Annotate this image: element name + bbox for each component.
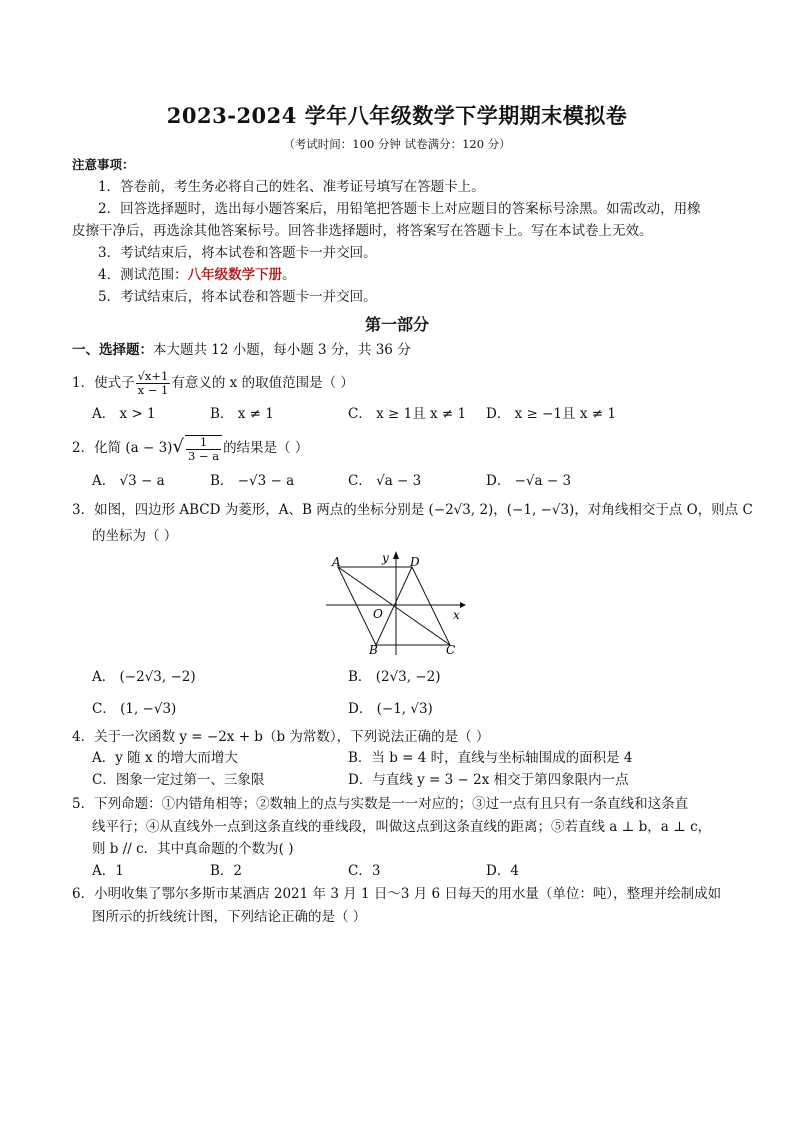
test-scope: 八年级数学下册 (187, 267, 283, 283)
question-1 (72, 368, 354, 398)
section-label: 一、选择题： (72, 342, 153, 358)
exam-subtitle: （考试时间：100 分钟 试卷满分：120 分） (283, 137, 511, 151)
q2-option-a: A． √3 − a (92, 473, 165, 489)
question-3-line-2: 的坐标为（ ） (92, 528, 178, 544)
q4-option-d: D．与直线 y = 3 − 2x 相交于第四象限内一点 (348, 772, 629, 788)
x-axis-arrow (460, 602, 466, 608)
q4-option-a: A．y 随 x 的增大而增大 (92, 750, 238, 766)
label-y: y (382, 551, 389, 565)
q5-option-d: D．4 (486, 863, 519, 879)
label-a: A (332, 555, 341, 569)
question-6-line-1: 6．小明收集了鄂尔多斯市某酒店 2021 年 3 月 1 日～3 月 6 日每天的用水量（单位：吨），整理并绘制成如 (72, 886, 722, 902)
question-5-line-3: 则 b // c．其中真命题的个数为( ) (92, 841, 294, 857)
q1-denominator: x − 1 (137, 383, 169, 397)
label-b: B (369, 643, 378, 655)
q2-prefix: 2．化简 (a − 3) (72, 440, 173, 456)
notice-item-3: 3．考试结束后，将本试卷和答题卡一并交回。 (98, 245, 377, 261)
q2-fraction (185, 435, 222, 463)
notice-item-5: 5．考试结束后，将本试卷和答题卡一并交回。 (98, 289, 377, 305)
question-4: 4．关于一次函数 y = −2x + b（b 为常数），下列说法正确的是（ ） (72, 729, 490, 745)
rhombus-figure (326, 551, 466, 655)
notice-heading: 注意事项： (72, 157, 135, 172)
notice-item-4-suffix: 。 (282, 267, 296, 283)
q4-option-c: C．图象一定过第一、三象限 (92, 772, 265, 788)
notice-item-4-prefix: 4．测试范围： (98, 267, 188, 283)
q1-fraction (136, 370, 171, 397)
notice-item-2a: 2．回答选择题时，选出每小题答案后，用铅笔把答题卡上对应题目的答案标号涂黑。如需改动，用橡 (98, 201, 701, 217)
q1-numerator: √x+1 (137, 369, 169, 383)
question-5-line-2: 线平行；④从直线外一点到这条直线的垂线段，叫做这点到这条直线的距离；⑤若直线 a ⊥ b，a ⊥ c， (92, 819, 712, 835)
q2-denominator: 3 − a (187, 448, 220, 463)
q1-option-a: A． x > 1 (92, 406, 156, 422)
label-o: O (373, 607, 383, 621)
q4-option-b: B．当 b = 4 时，直线与坐标轴围成的面积是 4 (348, 750, 633, 766)
part-title: 第一部分 (364, 315, 429, 334)
section-heading (72, 341, 411, 359)
q2-option-b: B． −√3 − a (210, 473, 295, 489)
q1-option-c: C． x ≥ 1且 x ≠ 1 (348, 406, 467, 422)
q2-numerator: 1 (186, 436, 221, 450)
q3-option-a: A． (−2√3, −2) (92, 669, 196, 685)
q2-option-d: D． −√a − 3 (486, 473, 572, 489)
y-axis-arrow (393, 551, 399, 559)
q1-option-b: B． x ≠ 1 (210, 406, 274, 422)
question-2: 2．化简 (a − 3)√ $\frac{1}{3 - a}$ 的结果是（ ） (72, 434, 309, 463)
question-6-line-2: 图所示的折线统计图，下列结论正确的是（ ） (92, 909, 367, 925)
q3-option-c: C． (1, −√3) (92, 701, 177, 717)
notice-item-2b: 皮擦干净后，再选涂其他答案标号。回答非选择题时，将答案写在答题卡上。写在本试卷上无效。 (72, 223, 653, 239)
q5-option-b: B．2 (210, 863, 243, 879)
q1-prefix: 1．使式子 (72, 375, 135, 391)
section-desc: 本大题共 12 小题，每小题 3 分，共 36 分 (153, 342, 411, 358)
q2-option-c: C． √a − 3 (348, 473, 422, 489)
question-3-line-1: 3．如图，四边形 ABCD 为菱形，A、B 两点的坐标分别是 (−2√3, 2)，(−1, −√3)，对角线相交于点 O，则点 C (72, 502, 753, 518)
label-x: x (453, 608, 460, 622)
q5-option-a: A．1 (92, 863, 124, 879)
diagonal-bd (376, 567, 412, 645)
q3-option-d: D． (−1, √3) (348, 701, 433, 717)
q5-option-c: C．3 (348, 863, 381, 879)
notice-item-1: 1．答卷前，考生务必将自己的姓名、准考证号填写在答题卡上。 (98, 179, 485, 195)
q3-option-b: B． (2√3, −2) (348, 669, 441, 685)
label-d: D (410, 555, 420, 569)
label-c: C (446, 643, 456, 655)
q1-option-d: D． x ≥ −1且 x ≠ 1 (486, 406, 616, 422)
exam-title: 2023-2024 学年八年级数学下学期期末模拟卷 (166, 103, 628, 128)
notice-item-4 (98, 266, 296, 284)
q1-suffix: 有意义的 x 的取值范围是（ ） (171, 375, 354, 391)
q2-suffix: 的结果是（ ） (223, 440, 309, 456)
question-5-line-1: 5．下列命题：①内错角相等；②数轴上的点与实数是一一对应的；③过一点有且只有一条直线和这条直 (72, 796, 689, 812)
